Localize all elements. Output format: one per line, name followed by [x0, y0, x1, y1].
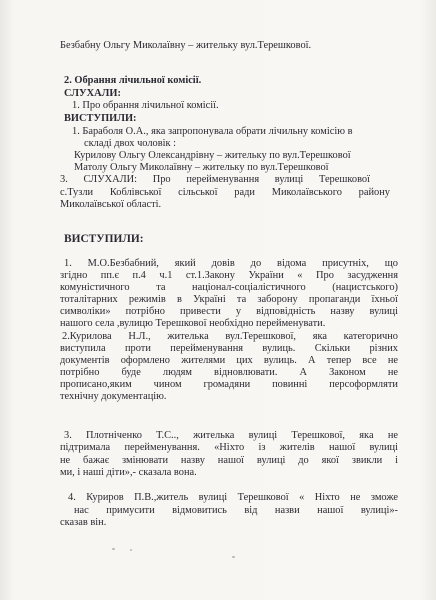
section2-spoke-line: 1. Бараболя О.А., яка запропонувала обрати лічильну комісію в [72, 126, 353, 137]
p4-line: нас примусити відмовитись від назви нашої вулиці»- [74, 505, 398, 516]
section2-heading: 2. Обрання лічильної комісії. [64, 75, 202, 86]
p3-line: ми, і наші діти»,- сказала вона. [60, 467, 197, 478]
section2-spoke-line: Курилову Ольгу Олександрівну – жительку по вул.Терешкової [74, 150, 351, 161]
section3-line: 3. СЛУХАЛИ: Про перейменування вулиці Терешкової [60, 174, 370, 185]
p1-line: комуністичного та націонал-соціалістичного (нацистського) [60, 282, 398, 293]
p1-line: тоталітарних режимів в Україні та заборону пропаганди їхньої [60, 294, 398, 305]
p1-line: нашого села ,вулицю Терешкової необхідно перейменувати. [60, 318, 326, 329]
scan-speck [130, 549, 132, 551]
p2-line: технічну документацію. [60, 391, 167, 402]
section3-line: Миколаївської області. [60, 199, 162, 210]
scan-speck [232, 556, 235, 558]
section2-listened-item: 1. Про обрання лічильної комісії. [72, 100, 219, 111]
p2-line: потрібно буде людям відновлювати. А Законом не [60, 367, 398, 378]
p3-line: підтримала перейменування. «Ніхто із жителів нашої вулиці [60, 442, 398, 453]
p2-line: виступила проти перейменування вулиць. Скільки різних [60, 343, 398, 354]
spoke-label: ВИСТУПИЛИ: [64, 233, 144, 245]
p2-line: документів оформлено жителями цих вулиць. А тепер все не [60, 355, 398, 366]
p1-line: символіки» потрібно привести у відповідність назву вулиці [60, 306, 398, 317]
section2-listened-label: СЛУХАЛИ: [64, 88, 121, 99]
section2-spoke-line: складі двох чоловік : [84, 138, 177, 149]
p1-line: 1. М.О.Безбабний, який довів до відома присутніх, що [64, 258, 398, 269]
section3-line: с.Тузли Коблівської сільської ради Миколаївського району [60, 187, 390, 198]
p3-line: не бажає змінювати назву нашої вулиці до якої звикли і [60, 455, 398, 466]
p1-line: згідно пп.є п.4 ч.1 ст.1.Закону України « Про засудження [60, 270, 398, 281]
p3-line: 3. Плотніченко Т.С.., жителька вулиці Терешкової, яка не [64, 430, 398, 441]
section2-spoke-label: ВИСТУПИЛИ: [64, 113, 137, 124]
top-line: Безбабну Ольгу Миколаївну – жительку вул.Терешкової. [60, 40, 312, 51]
p2-line: 2.Курилова Н.Л., жителька вул.Терешкової, яка категорично [62, 331, 398, 342]
scan-speck [112, 548, 115, 550]
p4-line: сказав він. [60, 517, 107, 528]
p4-line: 4. Куриров П.В.,житель вулиці Терешкової « Ніхто не зможе [68, 492, 398, 503]
section2-spoke-line: Матолу Ольгу Миколаївну – жительку по вул.Терешкової [74, 162, 329, 173]
p2-line: прописано,яким чином громадяни повинні персоформляти [60, 379, 398, 390]
